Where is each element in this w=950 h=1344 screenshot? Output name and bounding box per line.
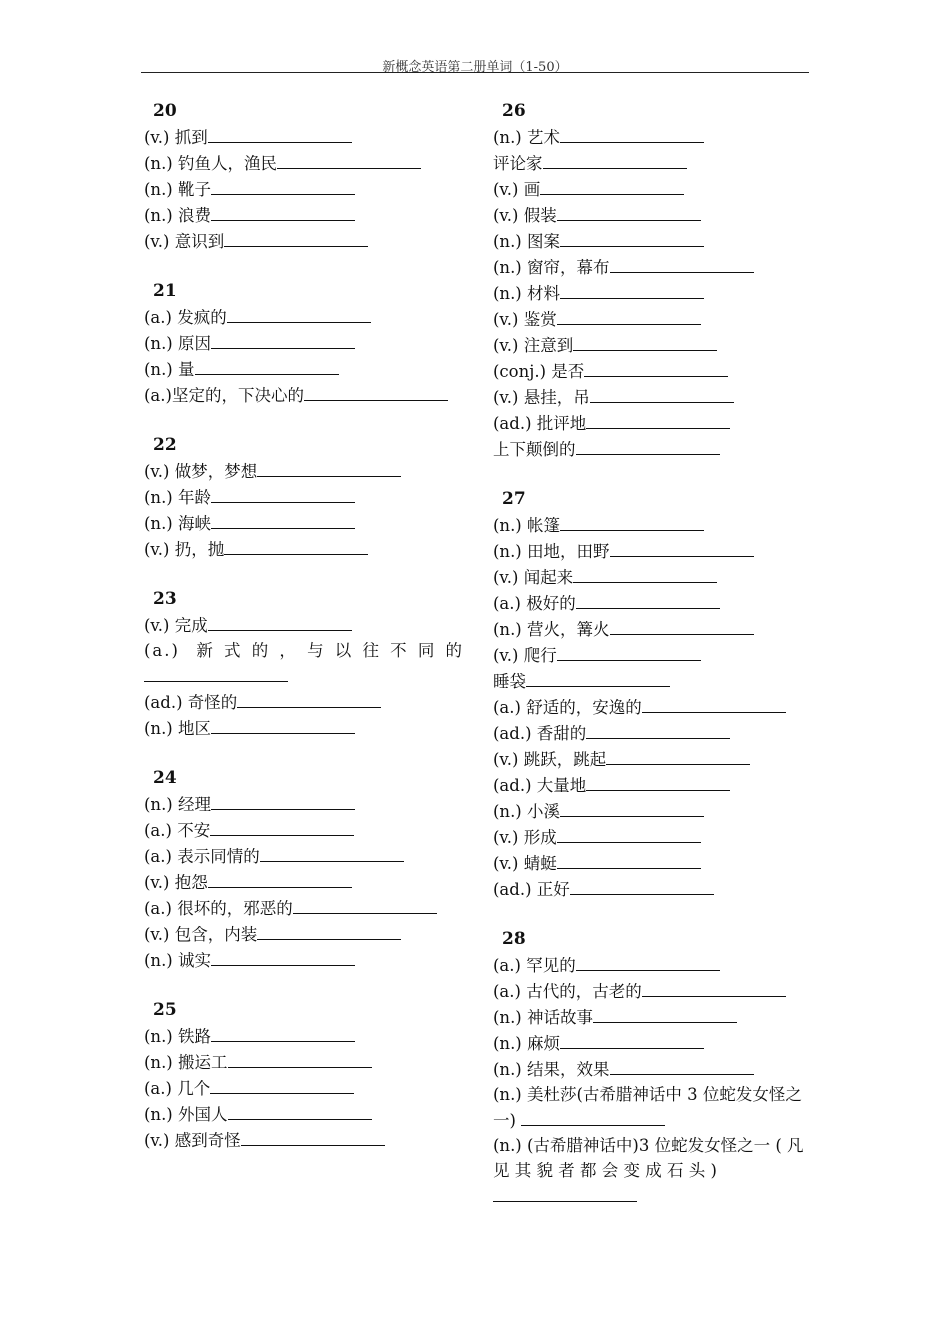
lesson-number: 20 — [153, 101, 177, 121]
answer-blank[interactable] — [560, 228, 704, 247]
lesson-21 — [144, 279, 464, 408]
vocab-item — [493, 150, 809, 176]
answer-blank[interactable] — [570, 876, 714, 895]
answer-blank[interactable] — [211, 330, 355, 349]
vocab-label: (v.) 完成 — [144, 616, 208, 635]
vocab-label: (ad.) 大量地 — [493, 776, 587, 795]
vocab-item — [493, 642, 809, 668]
vocab-item — [493, 746, 809, 772]
vocab-item — [144, 843, 464, 869]
lesson-number: 25 — [153, 1000, 177, 1020]
answer-blank[interactable] — [557, 850, 701, 869]
vocab-label: (n.) 经理 — [144, 795, 211, 814]
vocab-item — [144, 536, 464, 562]
vocab-label: (n.) 营火，篝火 — [493, 620, 610, 639]
answer-blank[interactable] — [586, 410, 730, 429]
vocab-item-continuation — [144, 663, 464, 689]
answer-blank[interactable] — [560, 512, 704, 531]
vocab-item — [493, 332, 809, 358]
answer-blank[interactable] — [526, 668, 670, 687]
answer-blank[interactable] — [257, 921, 401, 940]
vocab-label: (n.) 小溪 — [493, 802, 560, 821]
answer-blank[interactable] — [493, 1183, 637, 1202]
lesson-28 — [493, 927, 809, 1209]
vocab-label: (a.) 不安 — [144, 821, 211, 840]
vocab-item — [144, 1023, 464, 1049]
vocab-label: (a.) 几个 — [144, 1079, 211, 1098]
vocab-label: (v.) 感到奇怪 — [144, 1131, 241, 1150]
answer-blank[interactable] — [208, 124, 352, 143]
vocab-label: 评论家 — [493, 154, 543, 173]
vocab-label: (v.) 扔，抛 — [144, 540, 225, 559]
vocab-item — [493, 798, 809, 824]
answer-blank[interactable] — [257, 458, 401, 477]
vocab-label: (n.) 麻烦 — [493, 1034, 560, 1053]
lesson-22 — [144, 433, 464, 562]
answer-blank[interactable] — [521, 1107, 665, 1126]
answer-blank[interactable] — [543, 150, 687, 169]
lesson-number: 23 — [153, 589, 177, 609]
vocab-label: (v.) 画 — [493, 180, 541, 199]
answer-blank[interactable] — [560, 798, 704, 817]
vocab-item — [493, 306, 809, 332]
answer-blank[interactable] — [277, 150, 421, 169]
vocab-label: (n.) 铁路 — [144, 1027, 211, 1046]
vocab-label: (n.) 搬运工 — [144, 1053, 228, 1072]
vocab-item — [144, 176, 464, 202]
vocab-label: (ad.) 奇怪的 — [144, 693, 238, 712]
answer-blank[interactable] — [260, 843, 404, 862]
answer-blank[interactable] — [210, 1075, 354, 1094]
answer-blank[interactable] — [210, 817, 354, 836]
answer-blank[interactable] — [560, 280, 704, 299]
vocab-item — [493, 176, 809, 202]
vocab-item — [493, 280, 809, 306]
vocab-item — [144, 202, 464, 228]
answer-blank[interactable] — [304, 382, 448, 401]
vocab-label: (n.) 窗帘，幕布 — [493, 258, 610, 277]
vocab-label: (n.) 帐篷 — [493, 516, 560, 535]
vocab-item — [144, 150, 464, 176]
vocab-item — [493, 1030, 809, 1056]
vocab-item-continuation — [493, 1183, 809, 1209]
vocab-item — [144, 921, 464, 947]
vocab-item — [493, 436, 809, 462]
answer-blank[interactable] — [211, 176, 355, 195]
vocab-label: (n.) 靴子 — [144, 180, 211, 199]
lesson-26 — [493, 99, 809, 462]
vocab-label: (n.) 原因 — [144, 334, 211, 353]
vocab-label: (n.) 年龄 — [144, 488, 211, 507]
answer-blank[interactable] — [610, 1056, 754, 1075]
answer-blank[interactable] — [228, 1101, 372, 1120]
vocab-label: (a.) 新式的，与以往不同的 — [144, 641, 464, 660]
answer-blank[interactable] — [557, 202, 701, 221]
answer-blank[interactable] — [576, 590, 720, 609]
vocab-item — [144, 356, 464, 382]
answer-blank[interactable] — [211, 947, 355, 966]
answer-blank[interactable] — [576, 436, 720, 455]
vocab-label: (n.) 地区 — [144, 719, 211, 738]
answer-blank[interactable] — [224, 536, 368, 555]
vocab-item — [144, 484, 464, 510]
vocab-item — [144, 1101, 464, 1127]
vocab-item — [493, 694, 809, 720]
vocab-label: (v.) 做梦，梦想 — [144, 462, 258, 481]
vocab-label: (a.) 发疯的 — [144, 308, 227, 327]
vocab-label: (v.) 意识到 — [144, 232, 225, 251]
answer-blank[interactable] — [211, 484, 355, 503]
vocab-label: (n.) 美杜莎(古希腊神话中 3 位蛇发女怪之一) — [493, 1085, 802, 1130]
vocab-label: (n.) 图案 — [493, 232, 560, 251]
vocab-label: (n.) 艺术 — [493, 128, 560, 147]
answer-blank[interactable] — [237, 689, 381, 708]
answer-blank[interactable] — [227, 304, 371, 323]
answer-blank[interactable] — [241, 1127, 385, 1146]
lesson-24 — [144, 766, 464, 973]
vocab-item — [144, 715, 464, 741]
answer-blank[interactable] — [211, 202, 355, 221]
vocab-label: (n.) 田地，田野 — [493, 542, 610, 561]
answer-blank[interactable] — [593, 1004, 737, 1023]
vocab-item — [144, 689, 464, 715]
answer-blank[interactable] — [208, 612, 352, 631]
answer-blank[interactable] — [560, 124, 704, 143]
vocab-label: (ad.) 批评地 — [493, 414, 587, 433]
lesson-number: 21 — [153, 281, 177, 301]
vocab-label: (v.) 抱怨 — [144, 873, 208, 892]
left-column — [144, 99, 464, 1153]
lesson-23 — [144, 587, 464, 741]
vocab-label: (v.) 注意到 — [493, 336, 574, 355]
vocab-item — [493, 876, 809, 902]
vocab-item — [144, 330, 464, 356]
lesson-number: 24 — [153, 768, 177, 788]
vocab-label: (n.) 结果，效果 — [493, 1060, 610, 1079]
vocab-item — [144, 510, 464, 536]
answer-blank[interactable] — [211, 791, 355, 810]
answer-blank[interactable] — [228, 1049, 372, 1068]
answer-blank[interactable] — [606, 746, 750, 765]
answer-blank[interactable] — [573, 332, 717, 351]
vocab-item — [493, 538, 809, 564]
vocab-label: (n.) 浪费 — [144, 206, 211, 225]
vocab-item — [144, 1075, 464, 1101]
vocab-label: 上下颠倒的 — [493, 440, 576, 459]
answer-blank[interactable] — [211, 715, 355, 734]
vocab-item — [493, 410, 809, 436]
vocab-item — [493, 358, 809, 384]
answer-blank[interactable] — [557, 824, 701, 843]
vocab-label: (a.) 表示同情的 — [144, 847, 260, 866]
vocab-label: (n.) 材料 — [493, 284, 560, 303]
vocab-label: (v.) 爬行 — [493, 646, 557, 665]
vocab-item — [493, 850, 809, 876]
lesson-27 — [493, 487, 809, 902]
vocab-item — [493, 254, 809, 280]
vocab-item — [144, 791, 464, 817]
lesson-number: 26 — [502, 101, 526, 121]
answer-blank[interactable] — [576, 952, 720, 971]
vocab-item — [144, 304, 464, 330]
vocab-item — [144, 895, 464, 921]
vocab-item — [493, 1004, 809, 1030]
vocab-label: (n.) 海峡 — [144, 514, 211, 533]
answer-blank[interactable] — [208, 869, 352, 888]
answer-blank[interactable] — [584, 358, 728, 377]
vocab-item — [493, 616, 809, 642]
vocab-item — [493, 1056, 809, 1082]
answer-blank[interactable] — [642, 978, 786, 997]
vocab-label: (conj.) 是否 — [493, 362, 585, 381]
vocab-label: (n.) 外国人 — [144, 1105, 228, 1124]
answer-blank[interactable] — [573, 564, 717, 583]
answer-blank[interactable] — [586, 772, 730, 791]
vocab-item — [493, 512, 809, 538]
answer-blank[interactable] — [610, 254, 754, 273]
vocab-item — [493, 202, 809, 228]
vocab-item — [144, 228, 464, 254]
vocab-label: (ad.) 正好 — [493, 880, 570, 899]
lesson-number: 22 — [153, 435, 177, 455]
vocab-label: (a.) 极好的 — [493, 594, 576, 613]
vocab-label: (a.) 罕见的 — [493, 956, 576, 975]
right-column — [493, 99, 809, 1209]
lesson-number: 28 — [502, 929, 526, 949]
vocab-label: (a.) 舒适的，安逸的 — [493, 698, 642, 717]
answer-blank[interactable] — [610, 538, 754, 557]
vocab-item — [493, 978, 809, 1004]
vocab-item — [144, 124, 464, 150]
vocab-item — [493, 772, 809, 798]
vocab-label: (v.) 闻起来 — [493, 568, 574, 587]
vocab-label: (n.) 量 — [144, 360, 195, 379]
vocab-label: (a.) 很坏的，邪恶的 — [144, 899, 293, 918]
vocab-item — [493, 952, 809, 978]
vocab-label: (ad.) 香甜的 — [493, 724, 587, 743]
header-rule — [141, 72, 809, 73]
vocab-item — [144, 382, 464, 408]
vocab-label: (n.) 神话故事 — [493, 1008, 593, 1027]
vocab-item — [493, 1082, 809, 1133]
vocab-item — [144, 638, 464, 663]
vocab-label: (n.) (古希腊神话中)3 位蛇发女怪之一 ( 凡 见 其 貌 者 都 会 变 成 石 头 ) — [493, 1136, 804, 1180]
vocab-item — [144, 1127, 464, 1153]
vocab-label: (v.) 抓到 — [144, 128, 208, 147]
vocab-label: (v.) 蜻蜓 — [493, 854, 557, 873]
page-header: 新概念英语第二册单词（1-50） — [382, 60, 568, 75]
answer-blank[interactable] — [557, 642, 701, 661]
vocab-label: (v.) 悬挂，吊 — [493, 388, 590, 407]
answer-blank[interactable] — [293, 895, 437, 914]
vocab-item — [493, 1133, 809, 1183]
vocab-item — [144, 458, 464, 484]
answer-blank[interactable] — [560, 1030, 704, 1049]
vocab-item — [144, 869, 464, 895]
vocab-item — [493, 124, 809, 150]
vocab-label: (v.) 鉴赏 — [493, 310, 557, 329]
answer-blank[interactable] — [144, 663, 288, 682]
vocab-label: (v.) 包含，内装 — [144, 925, 258, 944]
lesson-25 — [144, 998, 464, 1153]
vocab-item — [493, 590, 809, 616]
answer-blank[interactable] — [211, 1023, 355, 1042]
vocab-label: (a.) 古代的，古老的 — [493, 982, 642, 1001]
answer-blank[interactable] — [610, 616, 754, 635]
lesson-number: 27 — [502, 489, 526, 509]
answer-blank[interactable] — [557, 306, 701, 325]
vocab-item — [493, 668, 809, 694]
vocab-item — [493, 564, 809, 590]
vocab-item — [144, 1049, 464, 1075]
vocab-item — [493, 824, 809, 850]
lesson-20 — [144, 99, 464, 254]
vocab-item — [144, 817, 464, 843]
answer-blank[interactable] — [590, 384, 734, 403]
vocab-item — [493, 228, 809, 254]
answer-blank[interactable] — [540, 176, 684, 195]
vocab-label: (n.) 钓鱼人，渔民 — [144, 154, 277, 173]
answer-blank[interactable] — [224, 228, 368, 247]
vocab-label: (v.) 形成 — [493, 828, 557, 847]
vocab-label: (a.)坚定的，下决心的 — [144, 386, 304, 405]
vocab-item — [493, 384, 809, 410]
answer-blank[interactable] — [195, 356, 339, 375]
vocab-item — [144, 612, 464, 638]
vocab-label: (v.) 跳跃，跳起 — [493, 750, 607, 769]
vocab-item — [144, 947, 464, 973]
answer-blank[interactable] — [211, 510, 355, 529]
vocab-label: (n.) 诚实 — [144, 951, 211, 970]
vocab-item — [493, 720, 809, 746]
answer-blank[interactable] — [586, 720, 730, 739]
vocab-label: (v.) 假装 — [493, 206, 557, 225]
vocab-label: 睡袋 — [493, 672, 526, 691]
answer-blank[interactable] — [642, 694, 786, 713]
